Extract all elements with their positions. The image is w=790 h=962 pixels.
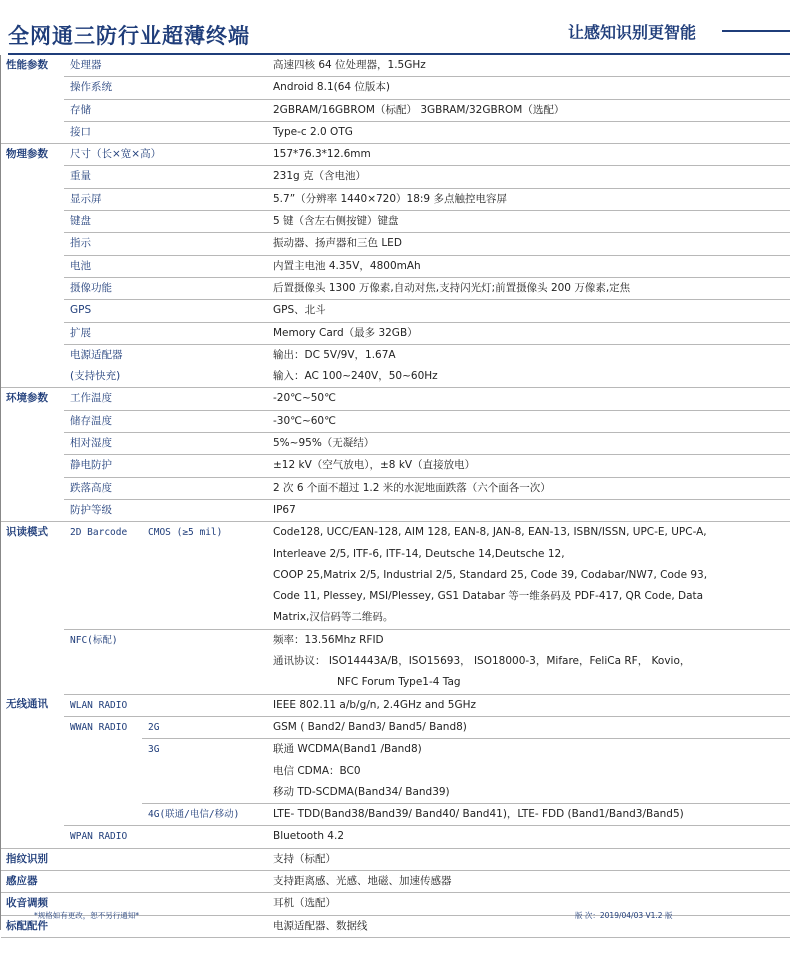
spec-label: NFC(标配) — [70, 634, 118, 646]
table-row — [1, 255, 790, 277]
barcode-line: Matrix,汉信码等二维码。 — [267, 607, 790, 629]
category-environment: 环境参数 — [6, 392, 48, 405]
table-row — [1, 739, 790, 761]
spec-label: WWAN RADIO — [70, 721, 128, 733]
barcode-line: Code128, UCC/EAN-128, AIM 128, EAN-8, JAN-8, EAN-13, ISBN/ISSN, UPC-E, UPC-A, — [273, 526, 707, 539]
table-row — [1, 565, 790, 586]
spec-label: 显示屏 — [64, 188, 267, 210]
spec-value: 输入：AC 100~240V，50~60Hz — [267, 366, 790, 388]
table-row — [1, 694, 790, 716]
spec-value: ±12 kV（空气放电），±8 kV（直接放电） — [267, 455, 790, 477]
spec-value: 2 次 6 个面不超过 1.2 米的水泥地面跌落（六个面各一次） — [267, 477, 790, 499]
spec-value: 电信 CDMA：BC0 — [273, 764, 361, 777]
table-row — [1, 629, 790, 651]
category-fingerprint: 指纹识别 — [1, 848, 64, 870]
spec-value: IP67 — [267, 499, 790, 521]
spec-value: GSM ( Band2/ Band3/ Band5/ Band8) — [267, 716, 790, 738]
spec-value: Memory Card（最多 32GB） — [267, 322, 790, 344]
spec-value: 振动器、扬声器和三色 LED — [267, 233, 790, 255]
table-row — [1, 366, 790, 388]
barcode-line: Interleave 2/5, ITF-6, ITF-14, Deutsche 14,Deutsche 12, — [273, 547, 565, 560]
table-row — [1, 77, 790, 99]
table-row — [1, 672, 790, 694]
spec-label: 存储 — [64, 99, 267, 121]
table-row — [1, 388, 790, 410]
table-row — [1, 848, 790, 870]
spec-label: 接口 — [64, 121, 267, 143]
table-row — [1, 121, 790, 143]
table-row — [1, 716, 790, 738]
spec-value: Bluetooth 4.2 — [267, 826, 790, 848]
category-performance: 性能参数 — [6, 59, 48, 71]
spec-value: LTE- TDD(Band38/Band39/ Band40/ Band41)，LTE- FDD (Band1/Band3/Band5) — [267, 804, 790, 826]
table-row — [1, 607, 790, 629]
table-row — [1, 410, 790, 432]
spec-label: 2D Barcode — [70, 527, 128, 539]
category-wireless: 无线通讯 — [6, 698, 48, 711]
spec-table — [1, 55, 790, 938]
table-row — [1, 761, 790, 782]
table-row — [1, 300, 790, 322]
spec-value: 后置摄像头 1300 万像素,自动对焦,支持闪光灯;前置摄像头 200 万像素,定焦 — [267, 277, 790, 299]
spec-sublabel: 3G — [148, 744, 160, 756]
spec-label: 重量 — [64, 166, 267, 188]
table-row — [1, 782, 790, 804]
spec-value: 2GBRAM/16GBROM（标配） 3GBRAM/32GBROM（选配） — [267, 99, 790, 121]
spec-value: 频率：13.56Mhz RFID — [273, 633, 384, 646]
spec-value: Android 8.1(64 位版本) — [267, 77, 790, 99]
table-row — [1, 870, 790, 892]
spec-value: 支持（标配） — [267, 848, 790, 870]
barcode-line: Code 11, Plessey, MSI/Plessey, GS1 Databar 等一维条码及 PDF-417, QR Code, Data — [273, 590, 704, 603]
table-row — [1, 211, 790, 233]
table-row — [1, 804, 790, 826]
spec-sublabel: 4G(联通/电信/移动) — [142, 804, 267, 826]
spec-value: 输出：DC 5V/9V，1.67A — [273, 348, 396, 361]
spec-value: NFC Forum Type1-4 Tag — [267, 672, 790, 694]
spec-value: 通讯协议： ISO14443A/B，ISO15693， ISO18000-3，Mifare，FeliCa RF， Kovio， — [273, 655, 691, 668]
spec-value: 5%~95%（无凝结） — [267, 433, 790, 455]
header — [0, 0, 790, 58]
spec-label: 电池 — [64, 255, 267, 277]
table-row — [1, 188, 790, 210]
spec-value: IEEE 802.11 a/b/g/n, 2.4GHz and 5GHz — [267, 694, 790, 716]
spec-value: -30℃~60℃ — [267, 410, 790, 432]
table-row — [1, 544, 790, 565]
table-row — [1, 144, 790, 166]
spec-label: 键盘 — [64, 211, 267, 233]
category-radio: 收音调频 — [1, 893, 64, 915]
table-row — [1, 477, 790, 499]
spec-value: 支持距离感、光感、地磁、加速传感器 — [267, 870, 790, 892]
spec-label: 跌落高度 — [64, 477, 267, 499]
slogan-divider — [722, 30, 790, 32]
table-row — [1, 233, 790, 255]
spec-value: 231g 克（含电池） — [267, 166, 790, 188]
table-row — [1, 499, 790, 521]
spec-label: 防护等级 — [64, 499, 267, 521]
spec-label: 电源适配器 — [64, 344, 267, 366]
spec-sublabel: CMOS (≥5 mil) — [148, 527, 223, 539]
spec-label: 工作温度 — [64, 388, 267, 410]
spec-label: (支持快充) — [64, 366, 267, 388]
spec-value: 耳机（选配） — [267, 893, 790, 915]
table-row — [1, 522, 790, 544]
category-accessories: 标配配件 — [1, 915, 64, 937]
spec-value: 157*76.3*12.6mm — [267, 144, 790, 166]
spec-value: 高速四核 64 位处理器，1.5GHz — [267, 55, 790, 77]
table-row — [1, 455, 790, 477]
spec-label: 扩展 — [64, 322, 267, 344]
spec-label: 处理器 — [64, 55, 267, 77]
spec-value: 联通 WCDMA(Band1 /Band8) — [273, 743, 422, 756]
table-row — [1, 322, 790, 344]
table-row — [1, 55, 790, 77]
slogan: 让感知识别更智能 — [568, 23, 697, 42]
spec-label: 相对湿度 — [64, 433, 267, 455]
table-row — [1, 166, 790, 188]
spec-value: 内置主电池 4.35V，4800mAh — [267, 255, 790, 277]
spec-label: 操作系统 — [64, 77, 267, 99]
spec-label: 指示 — [64, 233, 267, 255]
table-row — [1, 277, 790, 299]
spec-label: WPAN RADIO — [64, 826, 267, 848]
spec-value: 电源适配器、数据线 — [267, 915, 790, 937]
spec-label: GPS — [64, 300, 267, 322]
spec-value: 5 键（含左右侧按键）键盘 — [267, 211, 790, 233]
spec-value: 移动 TD-SCDMA(Band34/ Band39) — [267, 782, 790, 804]
spec-label: WLAN RADIO — [64, 694, 267, 716]
table-row — [1, 99, 790, 121]
category-physical: 物理参数 — [6, 148, 48, 161]
footer-note: *规格如有更改，恕不另行通知* — [34, 911, 139, 920]
category-sensor: 感应器 — [1, 870, 64, 892]
spec-value: 5.7”（分辨率 1440×720）18:9 多点触控电容屏 — [267, 188, 790, 210]
page-title: 全网通三防行业超薄终端 — [8, 24, 250, 48]
spec-label: 储存温度 — [64, 410, 267, 432]
spec-label: 静电防护 — [64, 455, 267, 477]
barcode-line: COOP 25,Matrix 2/5, Industrial 2/5, Standard 25, Code 39, Codabar/NW7, Code 93, — [273, 568, 708, 581]
table-row — [1, 826, 790, 848]
spec-value: Type-c 2.0 OTG — [267, 121, 790, 143]
spec-value: -20℃~50℃ — [267, 388, 790, 410]
table-row — [1, 586, 790, 607]
table-row — [1, 433, 790, 455]
spec-value: GPS、北斗 — [267, 300, 790, 322]
spec-label: 摄像功能 — [64, 277, 267, 299]
table-row — [1, 344, 790, 366]
table-row — [1, 651, 790, 672]
spec-sublabel: 2G — [142, 716, 267, 738]
spec-label: 尺寸（长×宽×高） — [64, 144, 267, 166]
footer-version: 版 次：2019/04/03 V1.2 版 — [575, 911, 673, 920]
category-reading: 识读模式 — [6, 526, 48, 539]
